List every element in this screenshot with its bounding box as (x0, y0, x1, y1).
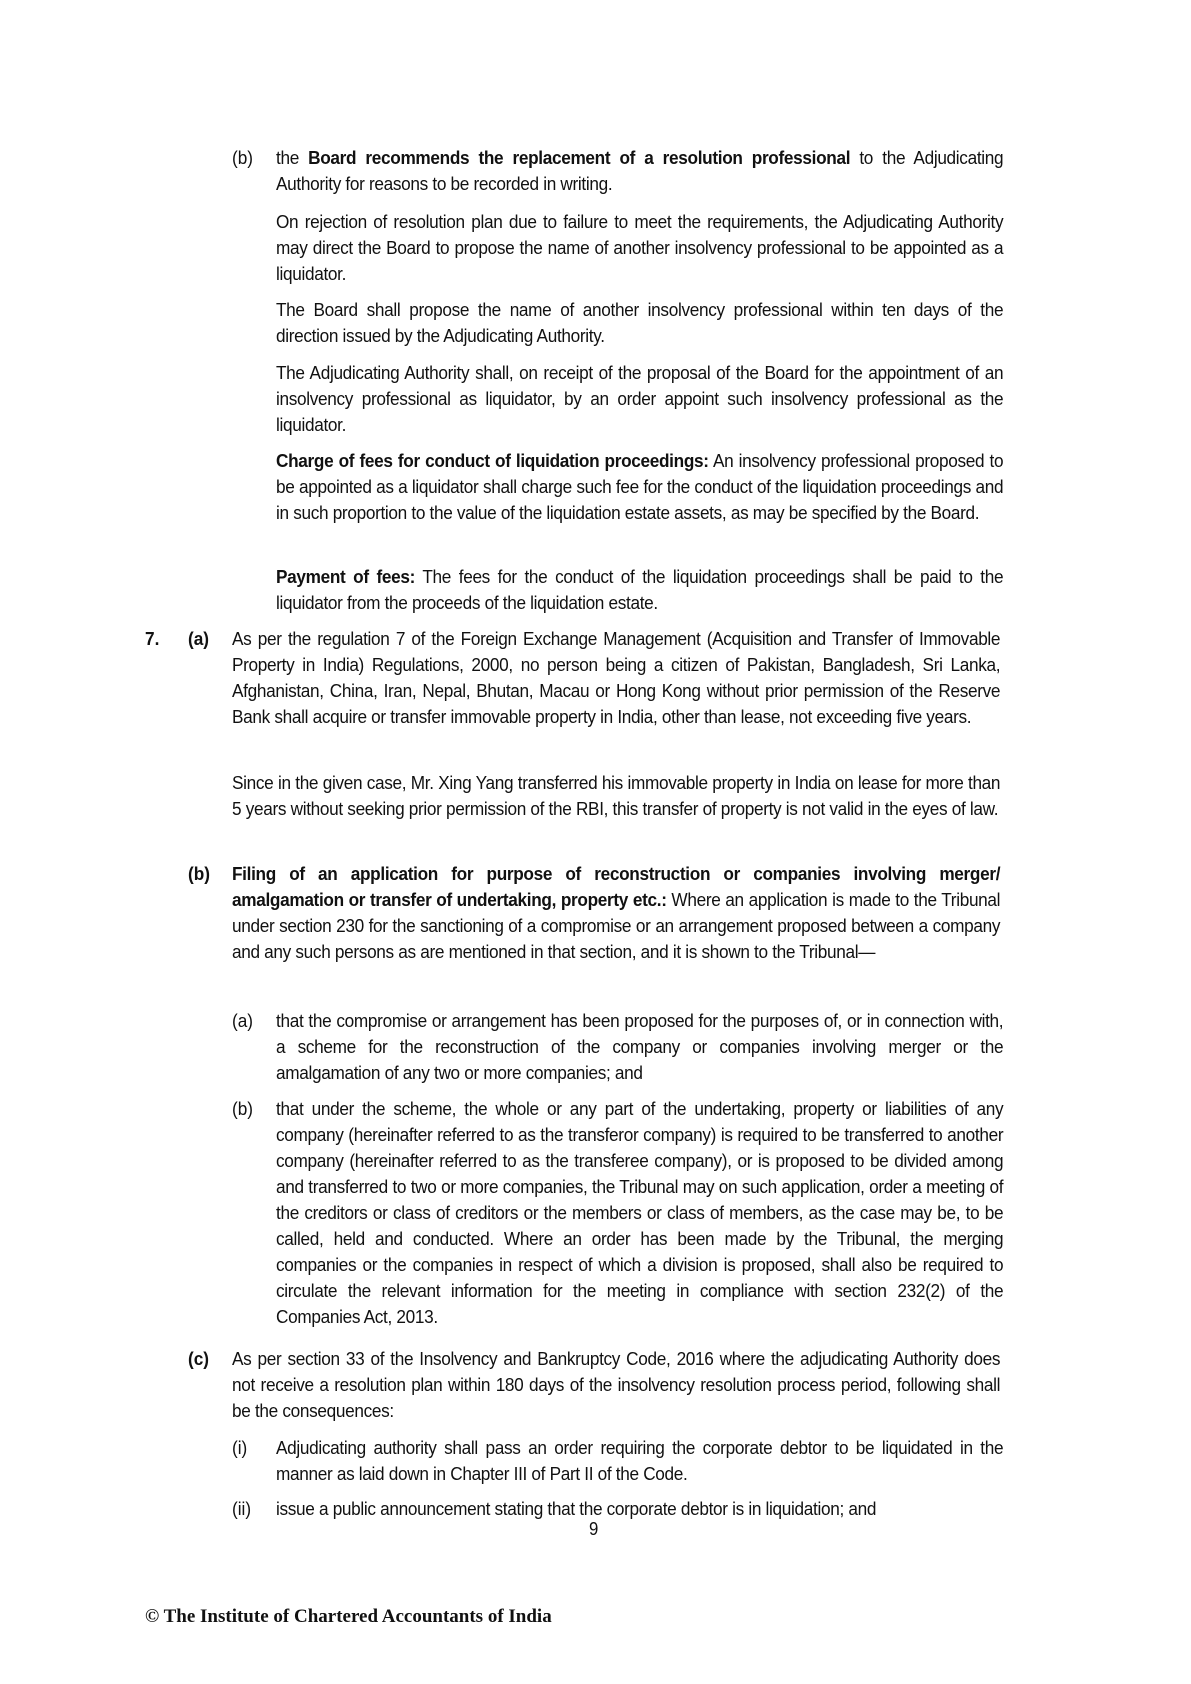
item-label-6b: (b) (232, 147, 254, 168)
sub-item-7b-b: that under the scheme, the whole or any part of the undertaking, property or liabilities of any company (hereinafter referred to as the transferor company) is required to be transferred to another company (hereinafter referred to as the transferee company), or is proposed to be divided among and transferred to two or more companies, the Tribunal may on such application, order a meeting of the creditors or class of creditors or the members or class of members, as the case may be, to be called, held and conducted. Where an order has been made by the Tribunal, the merging companies or the companies in respect of which a division is proposed, shall also be required to circulate the relevant information for the meeting in compliance with section 232(2) of the Companies Act, 2013. (276, 1098, 1004, 1327)
board-recommends-bold: Board recommends the replacement of a resolution professional (308, 147, 851, 168)
filing-application-heading: Filing of an application for purpose of reconstruction or companies involving merger/ amalgamation or transfer of undertaking, property etc.: (232, 863, 1001, 910)
item-label-7a: (a) (188, 628, 210, 649)
item-label-7c: (c) (188, 1348, 210, 1369)
paragraph-charge-of-fees: Charge of fees for conduct of liquidation proceedings: An insolvency professional proposed to be appointed as a liquidator shall charge such fee for the conduct of the liquidation proceedings and in such proportion to the value of the liquidation estate assets, as may be specified by the Board. (276, 450, 1004, 523)
sub-item-label: (b) (232, 1098, 254, 1119)
paragraph-payment-of-fees: Payment of fees: The fees for the conduct of the liquidation proceedings shall be paid to the liquidator from the proceeds of the liquidation estate. (276, 566, 1004, 613)
item-label-7b: (b) (188, 863, 210, 884)
sub-item-7b-a: that the compromise or arrangement has been proposed for the purposes of, or in connection with, a scheme for the reconstruction of the company or companies involving merger or the amalgamation of any two or more companies; and (276, 1010, 1004, 1083)
footer-copyright: © The Institute of Chartered Accountants of India (145, 1606, 552, 1627)
sub-item-7c-ii: issue a public announcement stating that the corporate debtor is in liquidation; and (276, 1498, 877, 1519)
payment-of-fees-heading: Payment of fees: (276, 566, 415, 587)
sub-item-label: (ii) (232, 1498, 252, 1519)
sub-item-label: (a) (232, 1010, 254, 1031)
paragraph-7a-conclusion: Since in the given case, Mr. Xing Yang transferred his immovable property in India on lease for more than 5 years without seeking prior permission of the RBI, this transfer of property is not valid in the eyes of law. (232, 772, 1001, 819)
question-number-7: 7. (145, 628, 160, 649)
paragraph-rejection: On rejection of resolution plan due to failure to meet the requirements, the Adjudicating Authority may direct the Board to propose the name of another insolvency professional to be appointed as a liquidator. (276, 211, 1004, 284)
paragraph-7b: Filing of an application for purpose of reconstruction or companies involving merger/ amalgamation or transfer of undertaking, property etc.: Where an application is made to the Tribunal under section 230 for the sanctioning of a compromise or an arrangement proposed between a company and any such persons as are mentioned in that section, and it is shown to the Tribunal— (232, 863, 1001, 962)
charge-of-fees-heading: Charge of fees for conduct of liquidation proceedings: (276, 450, 709, 471)
paragraph-7c: As per section 33 of the Insolvency and Bankruptcy Code, 2016 where the adjudicating Authority does not receive a resolution plan within 180 days of the insolvency resolution process period, following shall be the consequences: (232, 1348, 1001, 1421)
paragraph-7a-regulation: As per the regulation 7 of the Foreign Exchange Management (Acquisition and Transfer of Immovable Property in India) Regulations, 2000, no person being a citizen of Pakistan, Bangladesh, Sri Lanka, Afghanistan, China, Iran, Nepal, Bhutan, Macau or Hong Kong without prior permission of the Reserve Bank shall acquire or transfer immovable property in India, other than lease, not exceeding five years. (232, 628, 1001, 727)
paragraph-board-propose: The Board shall propose the name of another insolvency professional within ten days of the direction issued by the Adjudicating Authority. (276, 299, 1004, 346)
sub-item-7c-i: Adjudicating authority shall pass an order requiring the corporate debtor to be liquidated in the manner as laid down in Chapter III of Part II of the Code. (276, 1437, 1004, 1484)
page-number: 9 (589, 1519, 599, 1539)
paragraph-appointment: The Adjudicating Authority shall, on receipt of the proposal of the Board for the appointment of an insolvency professional as liquidator, by an order appoint such insolvency professional as the liquidator. (276, 362, 1004, 435)
paragraph-6b: the Board recommends the replacement of a resolution professional to the Adjudicating Authority for reasons to be recorded in writing. (276, 147, 1004, 194)
sub-item-label: (i) (232, 1437, 248, 1458)
